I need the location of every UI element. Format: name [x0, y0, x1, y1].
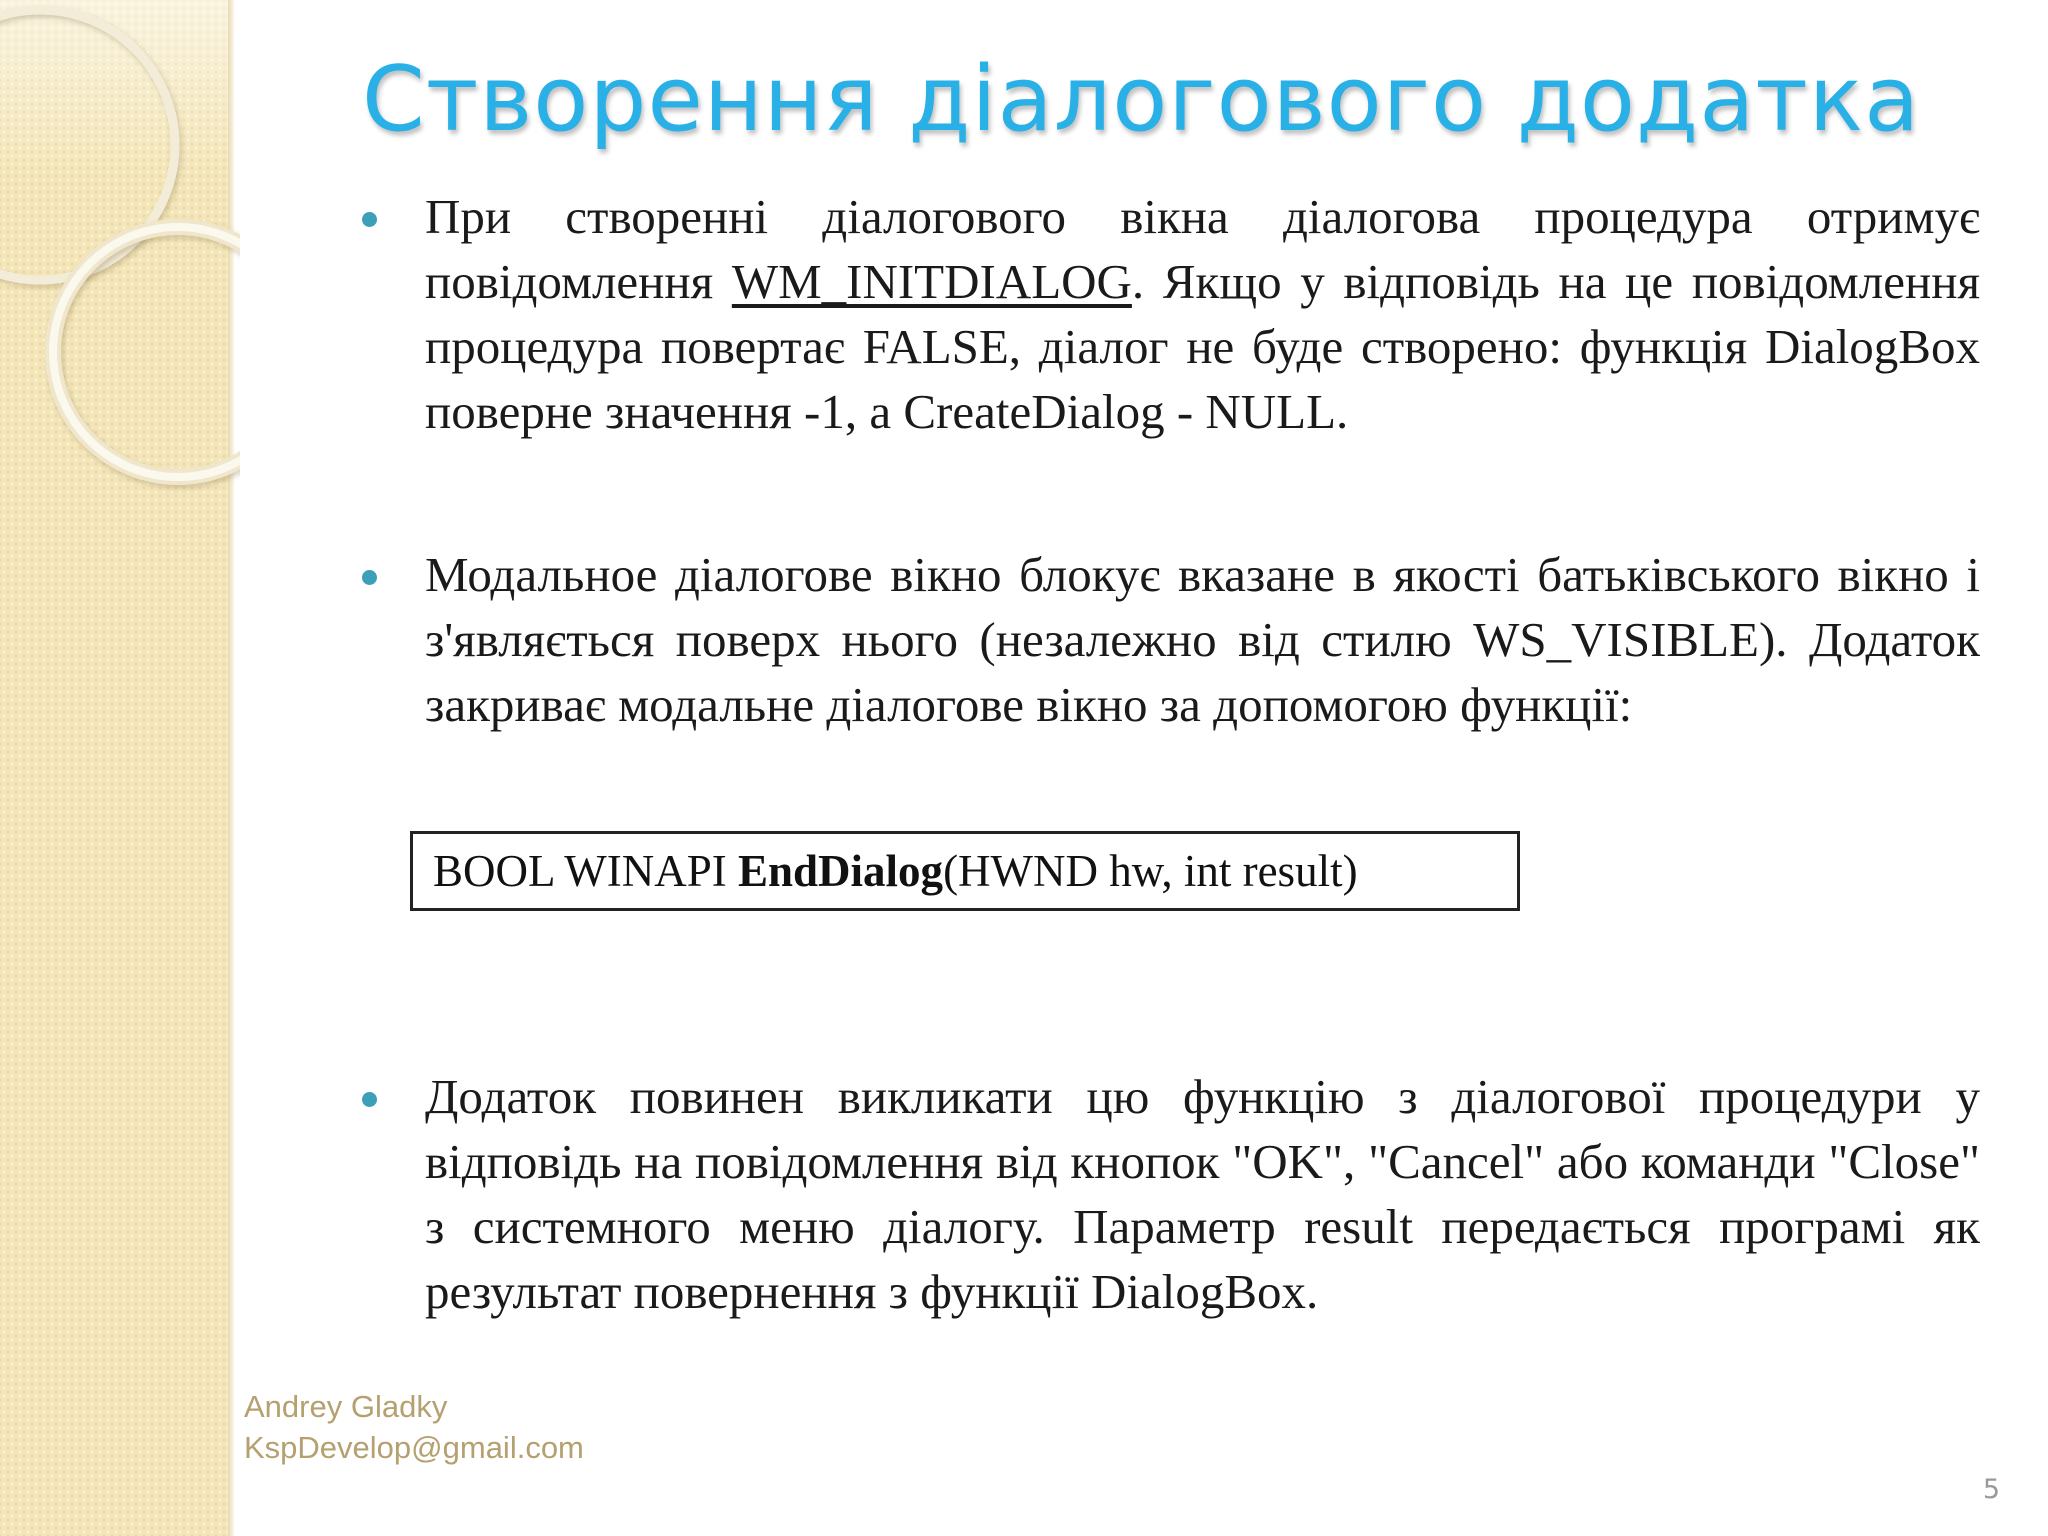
- page-number: 5: [1982, 1474, 2000, 1505]
- slide-title: Створення діалогового додатка: [362, 47, 1921, 152]
- bullet-text-1-before: При створенні діалогового вікна діалогова процедура отримує повідомлення: [425, 189, 1980, 309]
- code-function-name: EndDialog: [737, 846, 944, 896]
- footer-author-block: [244, 1386, 614, 1468]
- bullet-item-3: [425, 1064, 1980, 1324]
- code-prefix: BOOL WINAPI: [433, 846, 738, 896]
- bullet-item-2: [425, 542, 1980, 737]
- bullet-text-1: [425, 184, 1980, 444]
- bullet-dot: [362, 1092, 377, 1107]
- footer-author-email: KspDevelop@gmail.com: [244, 1430, 584, 1465]
- wm-initdialog-link[interactable]: WM_INITDIALOG: [731, 254, 1132, 309]
- bullet-text-3: Додаток повинен викликати цю функцію з діалогової процедури у відповідь на повідомлення від кнопок "OK", "Cancel" або команди "Close" з системного меню діалогу. Параметр result передається програмі як результат повернення з функції DialogBox.: [425, 1069, 1980, 1319]
- footer-author-name: Andrey Gladky: [244, 1389, 448, 1424]
- code-signature-box: [410, 831, 1520, 911]
- bullet-text-1-after: . Якщо у відповідь на це повідомлення процедура повертає FALSE, діалог не буде створено: функція DialogBox поверне значення -1, а CreateDialog - NULL.: [425, 254, 1980, 439]
- bullet-dot: [362, 570, 377, 585]
- code-suffix: (HWND hw, int result): [943, 846, 1358, 896]
- bullet-dot: [362, 212, 377, 227]
- bullet-text-2: Модальное діалогове вікно блокує вказане в якості батьківського вікно і з'являється поверх нього (незалежно від стилю WS_VISIBLE). Додаток закриває модальне діалогове вікно за допомогою функції:: [425, 547, 1980, 732]
- bullet-item-1: [425, 184, 1980, 444]
